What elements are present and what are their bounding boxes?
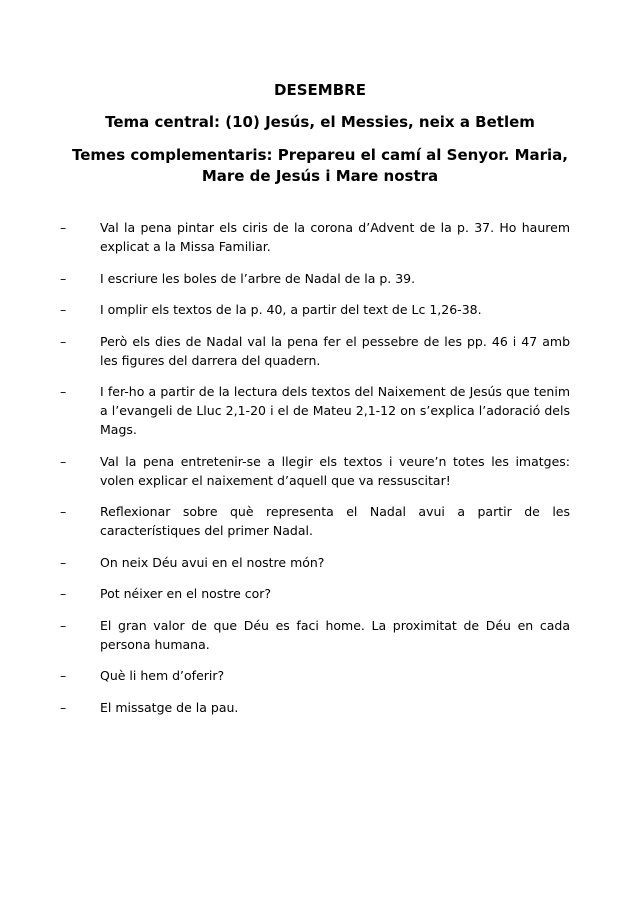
- list-item-text: I escriure les boles de l’arbre de Nadal de la p. 39.: [100, 270, 416, 286]
- list-item-text: On neix Déu avui en el nostre món?: [100, 554, 325, 570]
- list-item-text: Però els dies de Nadal val la pena fer el pessebre de les pp. 46 i 47 amb les figures del darrera del quadern.: [100, 333, 570, 368]
- dash-bullet: –: [60, 554, 67, 570]
- dash-bullet: –: [60, 453, 67, 469]
- list-item: [60, 616, 570, 654]
- list-item: [60, 332, 570, 370]
- dash-bullet: –: [60, 699, 67, 715]
- list-item-text: Què li hem d’oferir?: [100, 668, 225, 683]
- list-item-text: Val la pena pintar els ciris de la corona d’Advent de la p. 37. Ho haurem explicat a la Missa Familiar.: [100, 220, 570, 254]
- dash-bullet: –: [60, 384, 67, 399]
- dash-bullet: –: [60, 504, 67, 519]
- list-item: [60, 269, 570, 288]
- list-item-text: I omplir els textos de la p. 40, a partir del text de Lc 1,26-38.: [100, 302, 482, 317]
- list-item: [60, 553, 570, 572]
- list-item: [60, 218, 570, 256]
- dash-bullet: –: [60, 668, 67, 683]
- list-item: [60, 502, 570, 540]
- complementary-themes-heading: Temes complementaris: Preparеu el camí al Senyor. Maria, Mare de Jesús i Mare nostra: [72, 146, 568, 185]
- list-item: [60, 382, 570, 439]
- list-item: [60, 300, 570, 319]
- list-item-text: El missatge de la pau.: [100, 699, 239, 715]
- list-item: [60, 584, 570, 603]
- dash-bullet: –: [60, 270, 67, 286]
- dash-bullet: –: [60, 617, 67, 633]
- activity-list: [60, 218, 570, 729]
- month-heading: DESEMBRE: [274, 81, 366, 99]
- list-item-text: Pot néixer en el nostre cor?: [100, 586, 272, 601]
- list-item-text: El gran valor de que Déu es faci home. La proximitat de Déu en cada persona humana.: [100, 617, 570, 652]
- list-item-text: Reflexionar sobre què representa el Nadal avui a partir de les característiques del primer Nadal.: [100, 504, 570, 538]
- dash-bullet: –: [60, 586, 67, 601]
- dash-bullet: –: [60, 302, 67, 317]
- list-item: [60, 666, 570, 685]
- dash-bullet: –: [60, 220, 67, 235]
- dash-bullet: –: [60, 333, 67, 349]
- list-item: [60, 452, 570, 490]
- list-item-text: Val la pena entretenir-se a llegir els textos i veure’n totes les imatges: volen explicar el naixement d’aquell que va ressuscitar!: [100, 453, 570, 488]
- list-item-text: I fer-ho a partir de la lectura dels textos del Naixement de Jesús que tenim a l’evangeli de Lluc 2,1-20 i el de Mateu 2,1-12 on s’explica l’adoració dels Mags.: [100, 384, 570, 437]
- list-item: [60, 698, 570, 717]
- central-theme-heading: Tema central: (10) Jesús, el Messies, neix a Betlem: [105, 113, 535, 131]
